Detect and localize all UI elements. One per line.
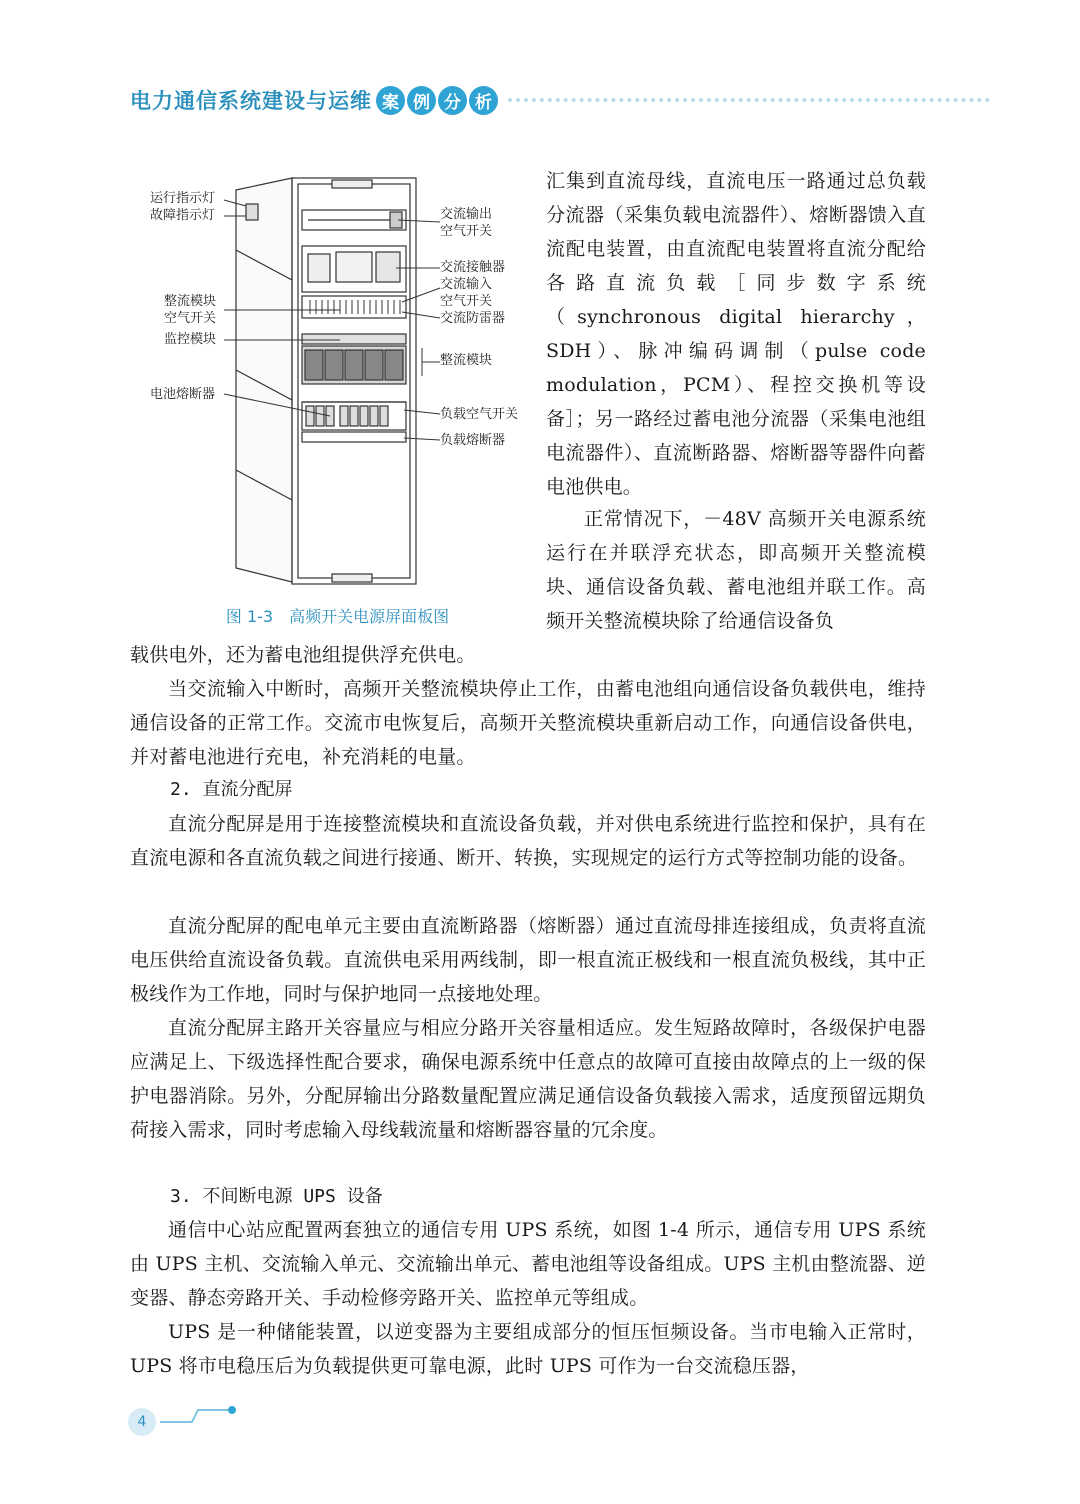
cabinet-door xyxy=(236,178,292,582)
label-load-fuse: 负载熔断器 xyxy=(440,433,506,448)
label-rect-module: 整流模块 xyxy=(440,353,493,368)
monitor-module xyxy=(302,334,406,344)
label-ac-contactor: 交流接触器 xyxy=(440,260,506,275)
ac-input-surge-panel xyxy=(302,296,406,318)
label-ac-out-1: 交流输出 xyxy=(440,207,493,222)
header-badge: 案 xyxy=(376,86,405,115)
running-header xyxy=(130,84,990,116)
header-badge: 析 xyxy=(469,86,498,115)
power-cabinet-figure xyxy=(140,170,535,590)
paragraph-ups-2: UPS 是一种储能装置，以逆变器为主要组成部分的恒压恒频设备。当市电输入正常时，UPS 将市电稳压后为负载提供更可靠电源，此时 UPS 可作为一台交流稳压器， xyxy=(130,1321,926,1377)
paragraph-dc-1: 直流分配屏是用于连接整流模块和直流设备负载，并对供电系统进行监控和保护，具有在直流电源和各直流负载之间进行接通、断开、转换，实现规定的运行方式等控制功能的设备。 xyxy=(130,813,926,869)
paragraph-ups-1: 通信中心站应配置两套独立的通信专用 UPS 系统，如图 1-4 所示，通信专用 UPS 系统由 UPS 主机、交流输入单元、交流输出单元、蓄电池组等设备组成。UPS 主机由整流器、逆变器、静态旁路开关、手动检修旁路开关、监控单元等组成。 xyxy=(130,1219,926,1309)
footer-decoration xyxy=(128,1404,248,1438)
paragraph-normal-state: 正常情况下，－48V 高频开关电源系统运行在并联浮充状态，即高频开关整流模块、通信设备负载、蓄电池组并联工作。高频开关整流模块除了给通信设备负 xyxy=(546,508,926,632)
label-run-light: 运行指示灯 xyxy=(150,191,216,206)
header-badge: 分 xyxy=(438,86,467,115)
label-ac-out-2: 空气开关 xyxy=(440,224,493,239)
paragraph-ac-interrupt: 当交流输入中断时，高频开关整流模块停止工作，由蓄电池组向通信设备负载供电，维持通信设备的正常工作。交流市电恢复后，高频开关整流模块重新启动工作，向通信设备供电，并对蓄电池进行充电，补充消耗的电量。 xyxy=(130,678,926,768)
label-load-switch: 负载空气开关 xyxy=(440,407,519,422)
header-badge: 例 xyxy=(407,86,436,115)
figure-caption: 图 1-3 高频开关电源屏面板图 xyxy=(225,607,450,626)
label-fault-light: 故障指示灯 xyxy=(150,208,216,223)
label-ac-surge: 交流防雷器 xyxy=(440,311,506,326)
section-heading-ups: 3. 不间断电源 UPS 设备 xyxy=(170,1186,383,1207)
section-heading-dc-distribution: 2. 直流分配屏 xyxy=(170,779,293,800)
label-battery-fuse: 电池熔断器 xyxy=(150,387,216,402)
book-title: 电力通信系统建设与运维 xyxy=(130,89,372,113)
paragraph-dc-bus: 汇集到直流母线，直流电压一路通过总负载分流器（采集负载电流器件）、熔断器馈入直流配电装置，由直流配电装置将直流分配给各路直流负载［同步数字系统（synchronous digital hierarchy，SDH）、脉冲编码调制（pulse code modulation，PCM）、程控交换机等设备］；另一路经过蓄电池分流器（采集电池组电流器件）、直流断路器、熔断器等器件向蓄电池供电。 xyxy=(546,170,926,498)
paragraph-dc-2: 直流分配屏的配电单元主要由直流断路器（熔断器）通过直流母排连接组成，负责将直流电压供给直流设备负载。直流供电采用两线制，即一根直流正极线和一根直流负极线，其中正极线作为工作地，同时与保护地同一点接地处理。 xyxy=(130,915,926,1005)
indicator-lights xyxy=(246,204,258,220)
page-footer xyxy=(128,1404,248,1438)
label-rect-switch-2: 空气开关 xyxy=(164,311,217,326)
paragraph-continuation: 载供电外，还为蓄电池组提供浮充供电。 xyxy=(130,644,476,666)
label-ac-in-1: 交流输入 xyxy=(440,277,493,292)
load-fuse-panel xyxy=(302,432,406,442)
label-monitor: 监控模块 xyxy=(164,332,217,347)
page-number: 4 xyxy=(128,1408,156,1436)
label-ac-in-2: 空气开关 xyxy=(440,294,493,309)
label-rect-switch-1: 整流模块 xyxy=(164,294,217,309)
header-badges xyxy=(376,86,500,115)
paragraph-dc-3: 直流分配屏主路开关容量应与相应分路开关容量相适应。发生短路故障时，各级保护电器应满足上、下级选择性配合要求，确保电源系统中任意点的故障可直接由故障点的上一级的保护电器消除。另外，分配屏输出分路数量配置应满足通信设备负载接入需求，适度预留远期负荷接入需求，同时考虑输入母线载流量和熔断器容量的冗余度。 xyxy=(130,1017,926,1141)
header-dotted-rule xyxy=(508,98,990,102)
